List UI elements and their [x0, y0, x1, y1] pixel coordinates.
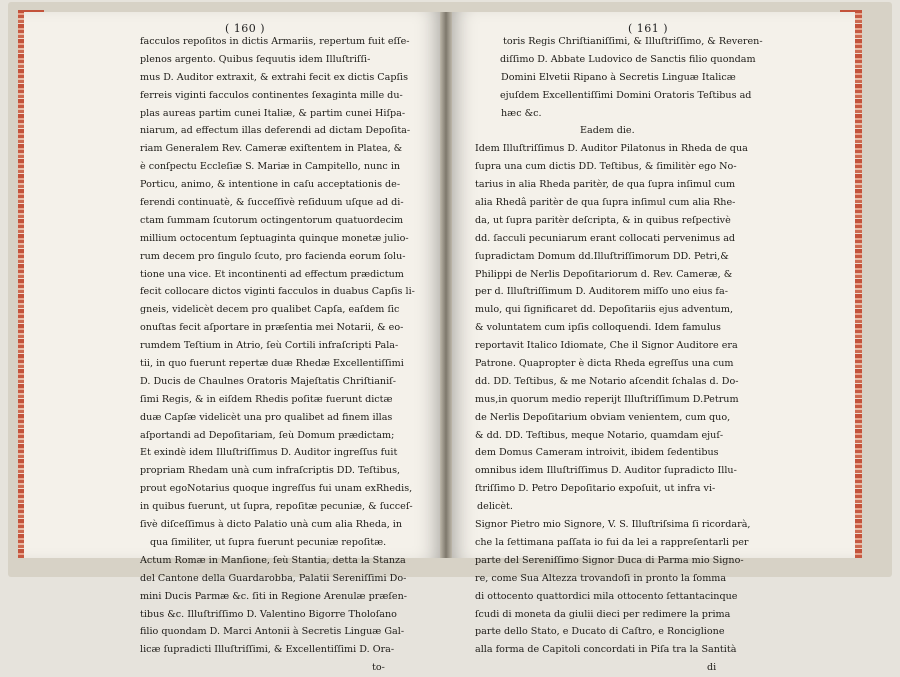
text-line: da, ut ſupra paritèr deſcripta, & in quibus reſpectivè	[475, 214, 731, 226]
text-line: ſupradictam Domum dd.Illuſtriſſimorum DD. Petri,&	[475, 250, 729, 262]
text-line: di ottocento quattordici mila ottocento ſettantacinque	[475, 590, 738, 602]
text-line: qua ſimiliter, ut ſupra fuerunt pecuniæ repoſitæ.	[150, 536, 387, 548]
text-line: ctam ſummam ſcutorum octingentorum quatuordecim	[140, 214, 404, 226]
text-line: de Nerlis Depoſitarium obviam venientem, cum quo,	[475, 411, 731, 423]
text-line: dd. ſacculi pecuniarum erant collocati pervenimus ad	[475, 232, 736, 244]
text-line: diſſimo D. Abbate Ludovico de Sanctis filio quondam	[500, 53, 756, 65]
text-line: parte dello Stato, e Ducato di Caſtro, e Ronciglione	[475, 626, 725, 638]
text-line: filio quondam D. Marci Antonii à Secretis Linguæ Gal-	[140, 626, 405, 638]
text-line: alla forma de Capitoli concordati in Piſa tra la Santità	[475, 644, 737, 656]
text-line: licæ ſupradicti Illuſtriſſimi, & Excellentiſſimi D. Ora-	[140, 644, 395, 656]
text-line: toris Regis Chriſtianiſſimi, & Illuſtriſſimo, & Reveren-	[503, 36, 763, 47]
text-line: hæc &c.	[501, 107, 542, 119]
text-line: Actum Romæ in Manſione, ſeù Stantia, detta la Stanza	[140, 554, 406, 566]
text-line: rum decem pro ſingulo ſcuto, pro facienda eorum ſolu-	[140, 250, 406, 262]
text-line: tii, in quo fuerunt repertæ duæ Rhedæ Excellentiſſimi	[140, 358, 404, 370]
text-line: plas aureas partim cunei Italiæ, & partim cunei Hiſpa-	[140, 107, 406, 119]
text-line: Eadem die.	[580, 125, 635, 137]
text-line: Domini Elvetii Ripano à Secretis Linguæ Italicæ	[501, 71, 736, 83]
text-line: ferendi continuatè, & ſucceſſivè reſiduum uſque ad di-	[140, 197, 404, 209]
text-line: Et exindè idem Illuſtriſſimus D. Auditor ingreſſus fuit	[140, 447, 398, 459]
text-line: in quibus fuerunt, ut ſupra, repoſitæ pecuniæ, & ſucceſ-	[140, 501, 413, 513]
text-line: millium octocentum ſeptuaginta quinque monetæ julio-	[140, 232, 409, 244]
text-line: dd. DD. Teſtibus, & me Notario aſcendit ſchalas d. Do-	[475, 375, 739, 387]
text-line: alia Rhedâ paritèr de qua ſupra inſimul cum alia Rhe-	[475, 197, 736, 209]
book-gutter	[440, 12, 452, 558]
text-line: Patrone. Quapropter è dicta Rheda egreſſus una cum	[475, 358, 734, 370]
text-line: riam Generalem Rev. Cameræ exiſtentem in Platea, &	[140, 143, 403, 155]
text-line: delicèt.	[477, 501, 513, 513]
text-line: rumdem Teſtium in Atrio, ſeù Cortili infraſcripti Pala-	[140, 340, 399, 352]
right-page-number: ( 161 )	[628, 22, 669, 35]
text-line: Idem Illuſtriſſimus D. Auditor Pilatonus in Rheda de qua	[475, 143, 748, 155]
text-line: Porticu, animo, & intentione in caſu acceptationis de-	[140, 179, 401, 191]
text-line: ſupra una cum dictis DD. Teſtibus, & ſimilitèr ego No-	[475, 161, 737, 173]
text-line: è conſpectu Eccleſiæ S. Mariæ in Campitello, nunc in	[140, 161, 401, 173]
text-line: & voluntatem cum ipſis colloquendi. Idem famulus	[475, 322, 721, 334]
text-line: mulo, qui ſignificaret dd. Depoſitariis ejus adventum,	[475, 304, 734, 316]
text-line: propriam Rhedam unà cum infraſcriptis DD. Teſtibus,	[140, 465, 401, 477]
text-line: ferreis viginti facculos continentes ſexaginta mille du-	[140, 89, 403, 101]
text-line: reportavit Italico Idiomate, Che il Signor Auditore era	[475, 340, 738, 352]
text-line: omnibus idem Illuſtriſſimus D. Auditor ſupradicto Illu-	[475, 465, 737, 477]
text-line: D. Ducis de Chaulnes Oratoris Majeſtatis Chriſtianiſ-	[140, 375, 396, 387]
text-line: parte del Sereniſſimo Signor Duca di Parma mio Signo-	[475, 554, 744, 566]
text-line: & dd. DD. Teſtibus, meque Notario, quamdam ejuſ-	[475, 429, 724, 441]
text-line: onuſtas fecit aſportare in præſentia mei Notarii, & eo-	[140, 322, 404, 334]
text-line: dem Domus Cameram introivit, ibidem ſedentibus	[475, 447, 719, 459]
text-line: mus D. Auditor extraxit, & extrahi fecit ex dictis Capſis	[140, 71, 409, 83]
text-line: che la ſettimana paſſata io fui da lei a rappreſentarli per	[475, 536, 749, 548]
text-line: per d. Illuſtriſſimum D. Auditorem miſſo uno eius fa-	[475, 286, 728, 298]
text-line: aſportandi ad Depoſitariam, ſeù Domum prædictam;	[140, 429, 395, 441]
text-line: mini Ducis Parmæ &c. ſiti in Regione Arenulæ præſen-	[140, 590, 408, 602]
text-line: tibus &c. Illuſtriſſimo D. Valentino Bigorre Tholoſano	[140, 608, 397, 620]
text-line: gneis, videlicèt decem pro qualibet Capſa, eaſdem ſic	[140, 304, 400, 316]
text-line: mus,in quorum medio reperijt Illuſtriſſimum D.Petrum	[475, 393, 739, 405]
left-page-number: ( 160 )	[225, 22, 266, 35]
text-line: ſtriſſimo D. Petro Depoſitario expoſuit, ut infra vi-	[475, 483, 716, 495]
text-line: to-	[372, 662, 385, 674]
text-line: ejuſdem Excellentiſſimi Domini Oratoris Teſtibus ad	[500, 89, 752, 101]
text-line: del Cantone della Guardarobba, Palatii Sereniſſimi Do-	[140, 572, 407, 584]
text-line: niarum, ad effectum illas deferendi ad dictam Depoſita-	[140, 125, 411, 137]
text-line: Philippi de Nerlis Depoſitariorum d. Rev. Cameræ, &	[475, 268, 733, 280]
text-line: Signor Pietro mio Signore, V. S. Illuſtriſsima ſi ricordarà,	[475, 519, 751, 531]
text-line: tione una vice. Et incontinenti ad effectum prædictum	[140, 268, 404, 280]
text-line: facculos repoſitos in dictis Armariis, repertum fuit eſſe-	[140, 36, 410, 47]
text-line: ſcudi di moneta da giulii dieci per redimere la prima	[475, 608, 731, 620]
text-line: di	[707, 662, 717, 674]
text-line: fecit collocare dictos viginti facculos in duabus Capſis li-	[140, 286, 415, 298]
text-line: ſivè diſceſſimus à dicto Palatio unà cum alia Rheda, in	[140, 519, 403, 531]
text-line: prout egoNotarius quoque ingreſſus fui unam exRhedis,	[140, 483, 413, 495]
text-line: duæ Capſæ videlicèt una pro qualibet ad finem illas	[140, 411, 393, 423]
left-page-text	[140, 33, 415, 677]
text-line: tarius in alia Rheda paritèr, de qua ſupra inſimul cum	[475, 179, 736, 191]
text-line: re, come Sua Altezza trovandoſi in pronto la ſomma	[475, 572, 727, 584]
text-line: ſimi Regis, & in eiſdem Rhedis poſitæ fuerunt dictæ	[140, 393, 393, 405]
right-page-text	[475, 33, 763, 677]
text-line: plenos argento. Quibus ſequutis idem Illuſtriſſi-	[140, 53, 371, 65]
